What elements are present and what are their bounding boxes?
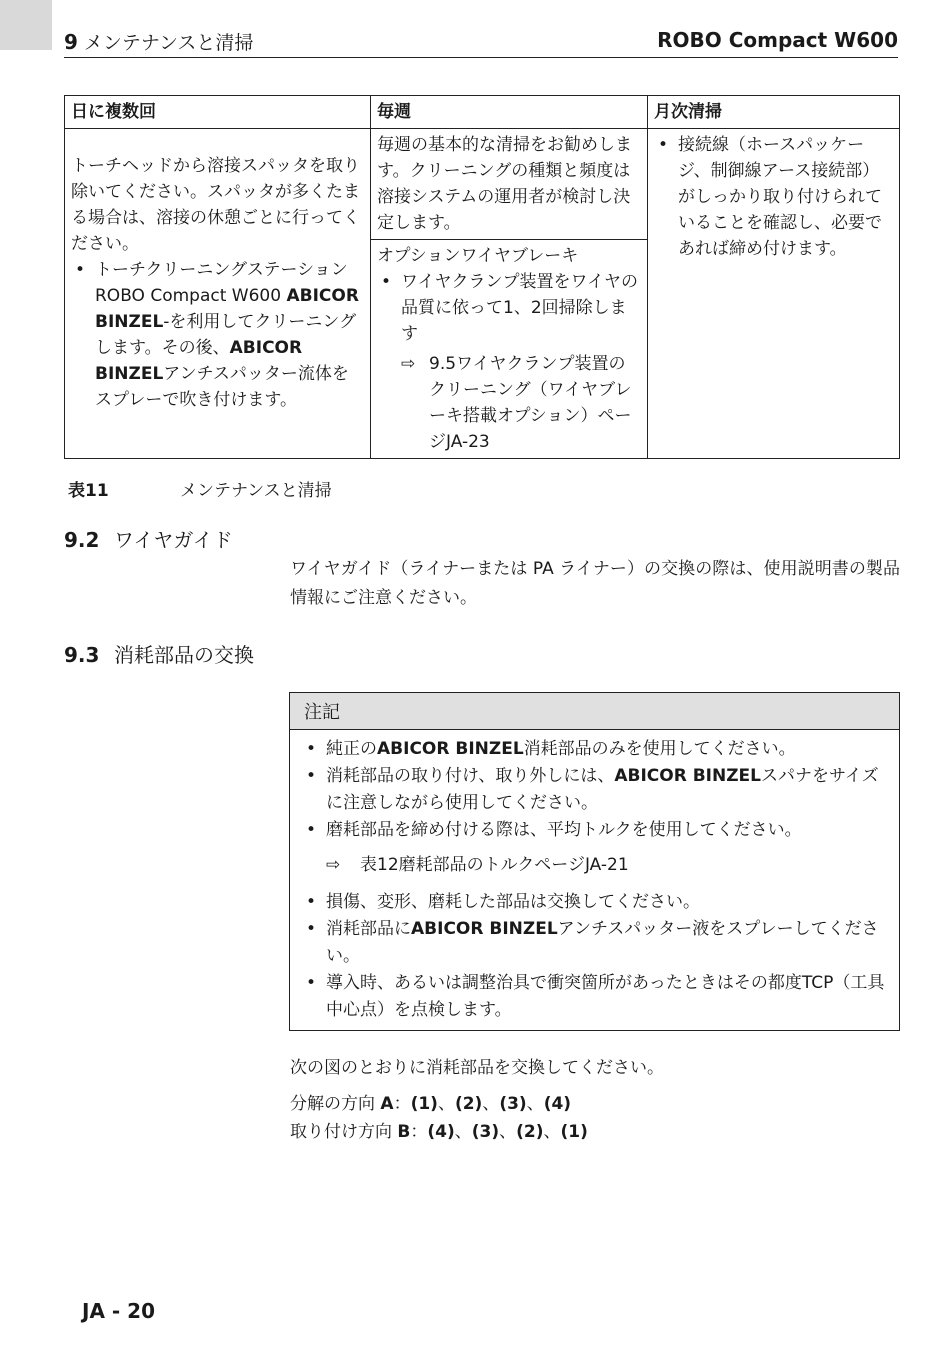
page-number: JA - 20 xyxy=(82,1299,155,1323)
list-item: • 消耗部品の取り付け、取り外しには、ABICOR BINZELスパナをサイズに注意しながら使用してください。 xyxy=(302,763,887,817)
xref-text: 9.5ワイヤクランプ装置のクリーニング（ワイヤブレーキ搭載オプション）ページJA-23 xyxy=(429,354,632,452)
list-item: • 消耗部品にABICOR BINZELアンチスパッター液をスプレーしてください。 xyxy=(302,916,887,970)
chapter-tab-marker xyxy=(0,0,52,50)
assembly-direction: 取り付け方向 B：(4)、(3)、(2)、(1) xyxy=(290,1122,588,1142)
daily-cell xyxy=(65,129,371,459)
table-caption xyxy=(68,476,332,501)
brand-name: ABICOR BINZEL xyxy=(95,338,303,384)
list-item: • 純正のABICOR BINZEL消耗部品のみを使用してください。 xyxy=(302,736,887,763)
maintenance-table xyxy=(64,95,900,459)
chapter-title: メンテナンスと清掃 xyxy=(83,32,254,54)
weekly-text: 毎週の基本的な清掃をお勧めします。クリーニングの種類と頻度は溶接システムの運用者が検討し決定します。 xyxy=(377,135,632,233)
table-row xyxy=(65,129,900,240)
note-title: 注記 xyxy=(290,693,899,730)
daily-list xyxy=(71,257,364,413)
table-caption-label: 表11 xyxy=(68,481,109,501)
wire-guide-paragraph: ワイヤガイド（ライナーまたは PA ライナー）の交換の際は、使用説明書の製品情報にご注意ください。 xyxy=(290,559,900,608)
brand-name: ABICOR BINZEL xyxy=(614,766,761,786)
section-title: 消耗部品の交換 xyxy=(114,643,254,667)
direction-letter: A xyxy=(380,1094,394,1114)
option-title: オプションワイヤブレーキ xyxy=(377,246,579,266)
brand-name: ABICOR BINZEL xyxy=(95,286,359,332)
disassembly-direction: 分解の方向 A：(1)、(2)、(3)、(4) xyxy=(290,1094,572,1114)
xref-text: 表12磨耗部品のトルクページJA-21 xyxy=(360,855,629,875)
note-list xyxy=(302,889,887,1024)
option-list xyxy=(377,269,641,347)
brand-name: ABICOR BINZEL xyxy=(411,919,558,939)
list-item: • 導入時、あるいは調整治具で衝突箇所があったときはその都度TCP（工具中心点）を点検します。 xyxy=(302,970,887,1024)
section-number: 9.2 xyxy=(64,528,100,552)
list-item: • 磨耗部品を締め付ける際は、平均トルクを使用してください。 xyxy=(302,817,887,844)
monthly-cell xyxy=(648,129,900,459)
page-header-chapter xyxy=(64,28,253,55)
note-body xyxy=(290,730,899,1030)
note-list xyxy=(302,736,887,844)
replacement-instruction: 次の図のとおりに消耗部品を交換してください。 xyxy=(290,1058,664,1078)
section-heading-9-3 xyxy=(64,639,254,668)
option-cell xyxy=(371,240,648,459)
section-number: 9.3 xyxy=(64,643,100,667)
list-item: • 損傷、変形、磨耗した部品は交換してください。 xyxy=(302,889,887,916)
section-heading-9-2 xyxy=(64,524,233,553)
header-daily: 日に複数回 xyxy=(65,96,371,129)
direction-steps xyxy=(290,1090,900,1146)
chapter-number: 9 xyxy=(64,30,78,54)
header-rule xyxy=(64,57,898,58)
direction-letter: B xyxy=(397,1122,411,1142)
table-caption-text: メンテナンスと清掃 xyxy=(180,481,332,501)
section-title: ワイヤガイド xyxy=(114,528,233,552)
daily-intro: トーチヘッドから溶接スパッタを取り除いてください。スパッタが多くたまる場合は、溶接の休憩ごとに行ってください。 xyxy=(71,156,360,254)
cross-reference-link[interactable] xyxy=(302,852,887,879)
arrow-right-icon: ⇨ xyxy=(401,354,416,374)
arrow-right-icon: ⇨ xyxy=(326,855,341,875)
brand-name: ABICOR BINZEL xyxy=(377,739,524,759)
table-header-row xyxy=(65,96,900,129)
cross-reference-link[interactable] xyxy=(377,351,641,455)
note-box xyxy=(289,692,900,1031)
header-monthly: 月次清掃 xyxy=(648,96,900,129)
option-bullet: • ワイヤクランプ装置をワイヤの品質に依って1、2回掃除します xyxy=(377,269,641,347)
header-weekly: 毎週 xyxy=(371,96,648,129)
page-header-product: ROBO Compact W600 xyxy=(657,28,898,52)
weekly-cell xyxy=(371,129,648,240)
monthly-bullet: • 接続線（ホースパッケージ、制御線アース接続部）がしっかり取り付けられていることを確認し、必要であれば締め付けます。 xyxy=(654,132,893,262)
daily-bullet: • トーチクリーニングステーションROBO Compact W600 ABICOR BINZEL-を利用してクリーニングします。その後、ABICOR BINZELアンチスパッター流体をスプレーで吹き付けます。 xyxy=(71,257,364,413)
monthly-list xyxy=(654,132,893,262)
